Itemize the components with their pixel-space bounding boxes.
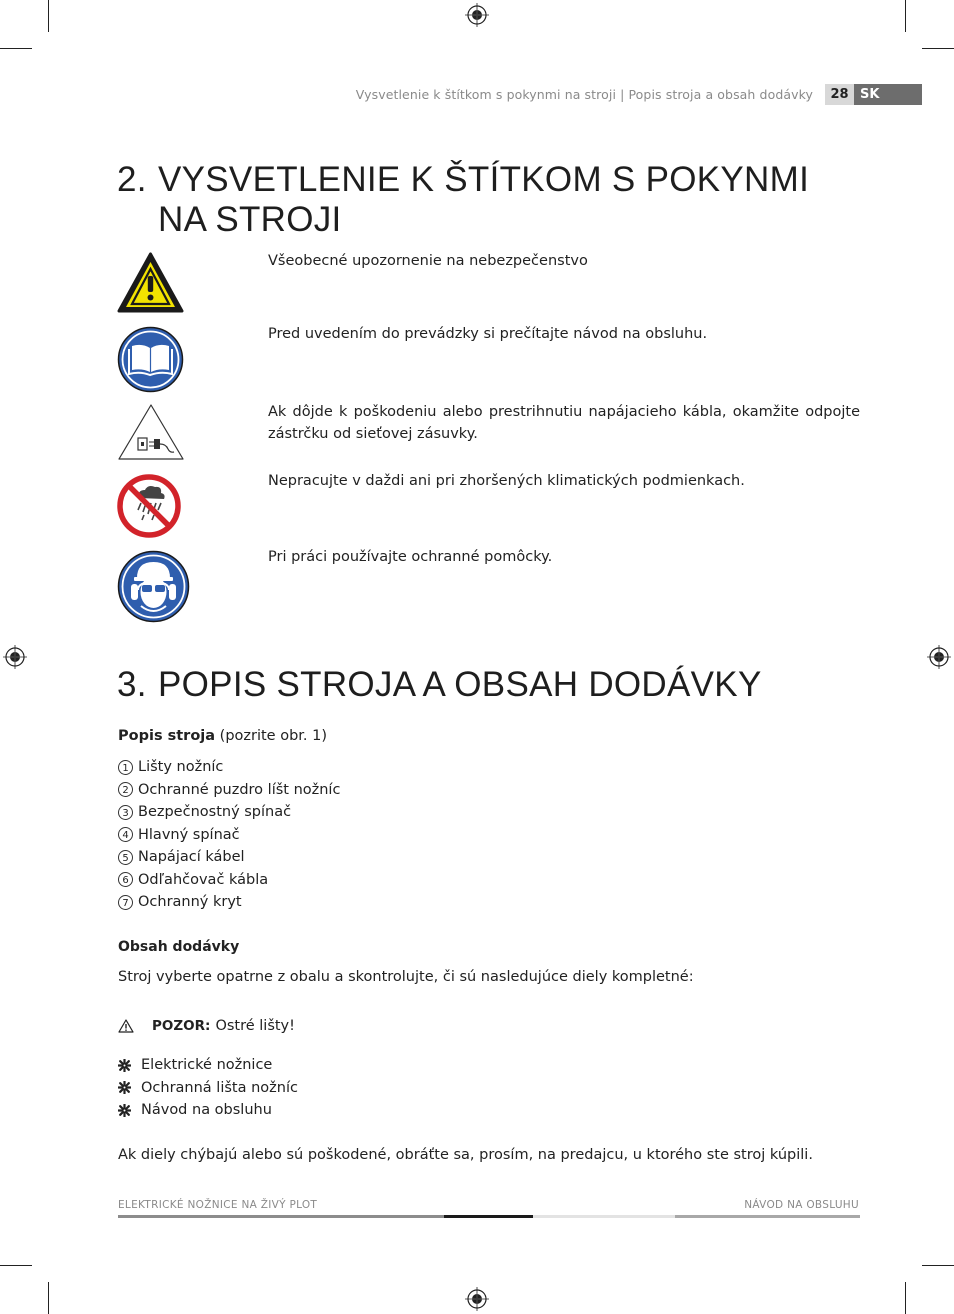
page-indicator xyxy=(825,84,922,105)
bullet-flower-icon xyxy=(118,1104,131,1117)
list-item xyxy=(118,1099,298,1122)
part-number: 2 xyxy=(118,782,133,797)
part-label: Napájací kábel xyxy=(138,849,245,865)
crop-mark xyxy=(48,1282,49,1314)
warning-line xyxy=(118,1015,295,1037)
part-number: 5 xyxy=(118,850,133,865)
part-number: 1 xyxy=(118,760,133,775)
warning-triangle-icon xyxy=(117,252,184,314)
footer-bar xyxy=(533,1215,675,1218)
part-label: Bezpečnostný spínač xyxy=(138,804,292,820)
list-item xyxy=(118,779,340,802)
registration-mark-icon xyxy=(2,644,28,670)
contents-item: Návod na obsluhu xyxy=(141,1102,272,1118)
page-number: 28 xyxy=(825,84,854,105)
part-number: 3 xyxy=(118,805,133,820)
running-header: Vysvetlenie k štítkom s pokynmi na stroji | Popis stroja a obsah dodávky xyxy=(355,87,813,102)
read-manual-icon xyxy=(117,326,184,393)
list-item xyxy=(118,891,340,914)
contents-heading: Obsah dodávky xyxy=(118,939,240,955)
list-item xyxy=(118,846,340,869)
crop-mark xyxy=(922,1265,954,1266)
warning-label: POZOR: xyxy=(152,1018,211,1034)
registration-mark-icon xyxy=(926,644,952,670)
part-number: 6 xyxy=(118,872,133,887)
no-rain-icon xyxy=(117,474,181,538)
section-2-number: 2. xyxy=(117,160,147,199)
list-item xyxy=(118,801,340,824)
description-line xyxy=(118,725,327,747)
list-item xyxy=(118,1054,298,1077)
list-item xyxy=(118,756,340,779)
contents-item: Elektrické nožnice xyxy=(141,1057,273,1073)
section-2-title-line1: VYSVETLENIE K ŠTÍTKOM S POKYNMI xyxy=(158,160,810,199)
crop-mark xyxy=(0,1265,32,1266)
language-code: SK xyxy=(854,84,922,105)
protective-equipment-icon xyxy=(117,550,190,623)
part-label: Ochranný kryt xyxy=(138,894,242,910)
bullet-flower-icon xyxy=(118,1059,131,1072)
section-3-title-text: POPIS STROJA A OBSAH DODÁVKY xyxy=(158,665,762,704)
section-3-number: 3. xyxy=(117,665,147,704)
contents-intro: Stroj vyberte opatrne z obalu a skontrolujte, či sú nasledujúce diely kompletné: xyxy=(118,969,694,985)
part-label: Ochranné puzdro líšt nožníc xyxy=(138,781,341,798)
part-label: Odľahčovač kábla xyxy=(138,871,269,888)
warning-icon xyxy=(118,1019,134,1033)
section-2-title-line2: NA STROJI xyxy=(158,200,342,239)
section-2-title xyxy=(117,160,809,240)
crop-mark xyxy=(922,48,954,49)
part-number: 4 xyxy=(118,827,133,842)
list-item xyxy=(118,1077,298,1100)
registration-mark-icon xyxy=(464,2,490,28)
footer-manual: NÁVOD NA OBSLUHU xyxy=(744,1199,859,1211)
symbol-description: Ak dôjde k poškodeniu alebo prestrihnutiu napájacieho kábla, okamžite odpojte zástrčku od sieťovej zásuvky. xyxy=(268,404,860,442)
symbol-description: Pri práci používajte ochranné pomôcky. xyxy=(268,549,553,565)
part-label: Hlavný spínač xyxy=(138,826,240,843)
footer-bar xyxy=(675,1215,860,1218)
symbol-description: Všeobecné upozornenie na nebezpečenstvo xyxy=(268,253,588,269)
part-number: 7 xyxy=(118,895,133,910)
description-heading: Popis stroja xyxy=(118,728,216,744)
symbol-description: Nepracujte v daždi ani pri zhoršených klimatických podmienkach. xyxy=(268,473,745,489)
bullet-flower-icon xyxy=(118,1081,131,1094)
list-item xyxy=(118,824,340,847)
crop-mark xyxy=(905,1282,906,1314)
contents-item: Ochranná lišta nožníc xyxy=(141,1079,298,1096)
warning-text: Ostré lišty! xyxy=(215,1018,295,1034)
symbol-description: Pred uvedením do prevádzky si prečítajte návod na obsluhu. xyxy=(268,326,708,342)
part-label: Lišty nožníc xyxy=(138,759,224,775)
registration-mark-icon xyxy=(464,1286,490,1312)
parts-list xyxy=(118,756,340,914)
crop-mark xyxy=(0,48,32,49)
section-3-title xyxy=(117,665,762,705)
closing-text: Ak diely chýbajú alebo sú poškodené, obráťte sa, prosím, na predajcu, u ktorého ste stroj kúpili. xyxy=(118,1147,813,1163)
footer-bar xyxy=(118,1215,444,1218)
contents-list xyxy=(118,1054,298,1122)
crop-mark xyxy=(905,0,906,32)
crop-mark xyxy=(48,0,49,32)
footer-product: ELEKTRICKÉ NOŽNICE NA ŽIVÝ PLOT xyxy=(118,1199,318,1211)
description-ref: (pozrite obr. 1) xyxy=(219,728,328,744)
footer-bar xyxy=(444,1215,533,1218)
list-item xyxy=(118,869,340,892)
unplug-cable-icon xyxy=(116,402,186,462)
